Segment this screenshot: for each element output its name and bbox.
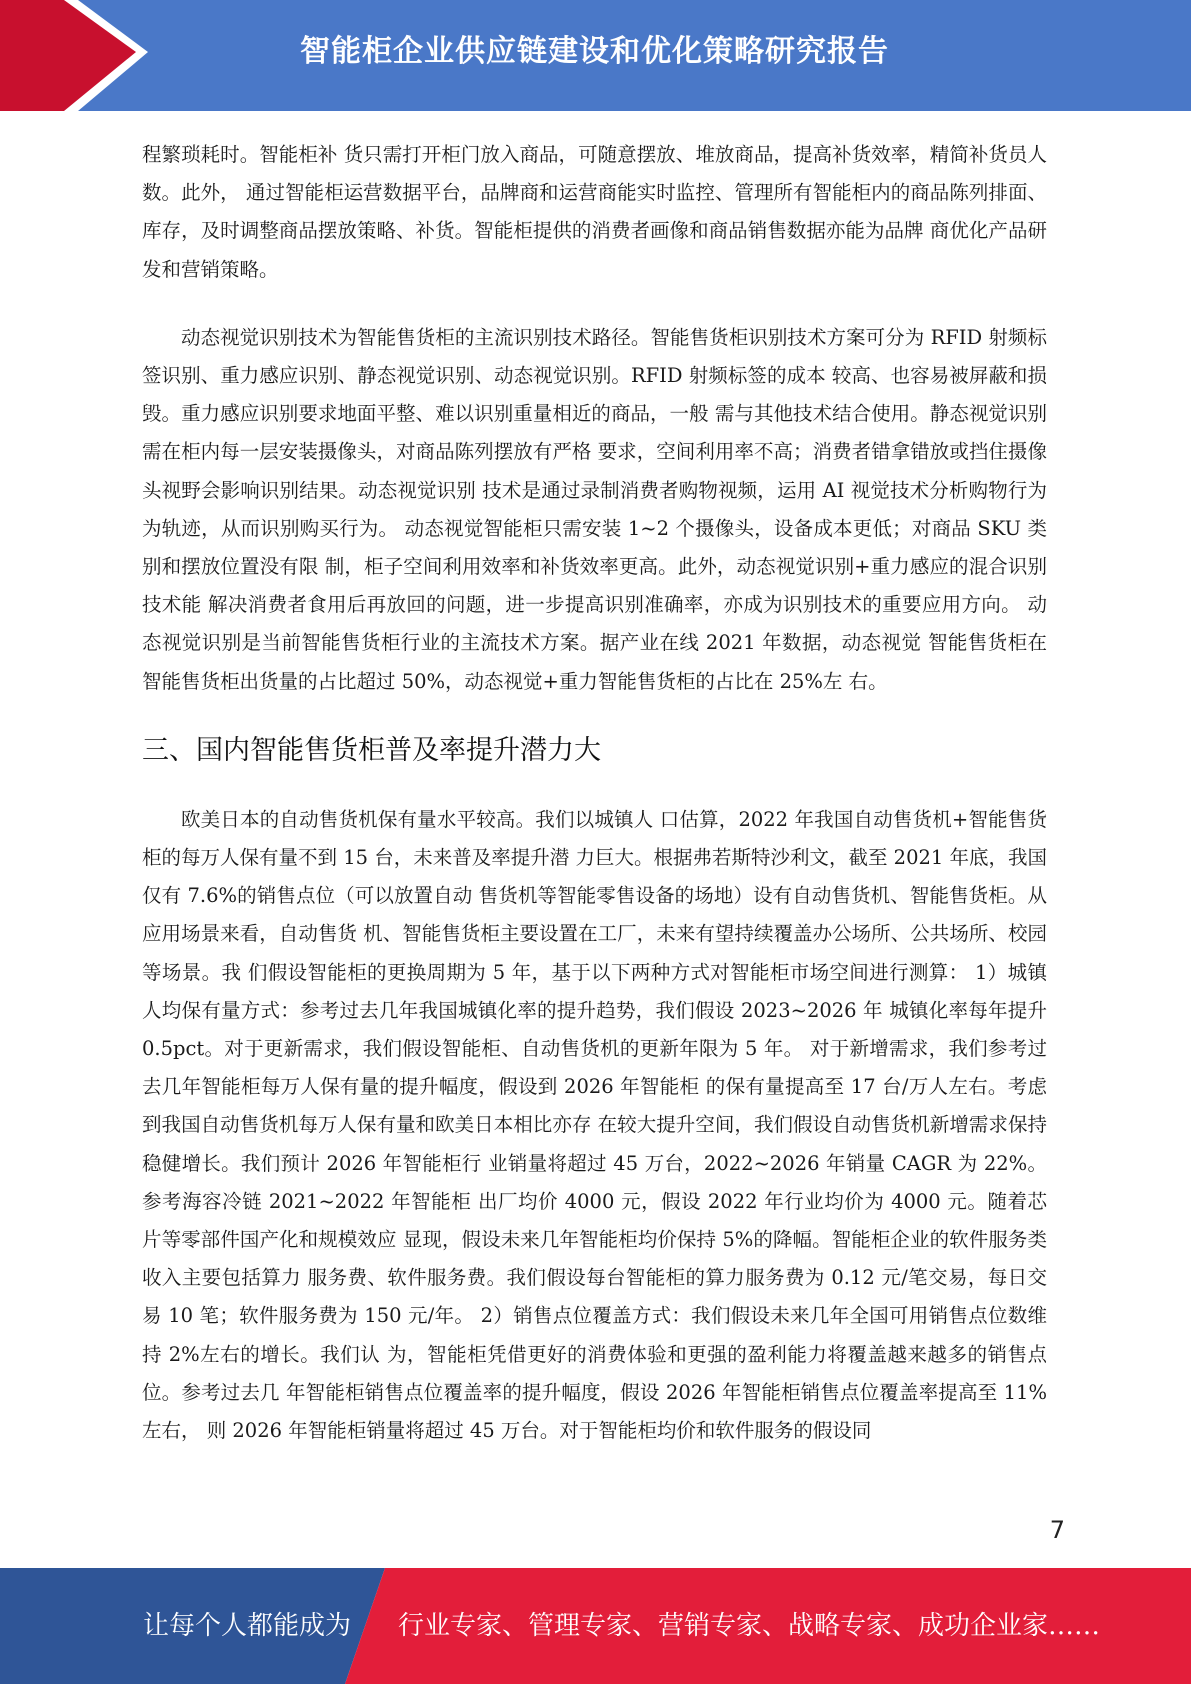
section-heading: 三、国内智能售货柜普及率提升潜力大 <box>142 734 601 766</box>
body-paragraph: 程繁琐耗时。智能柜补 货只需打开柜门放入商品，可随意摆放、堆放商品，提高补货效率，精简补货员人数。此外， 通过智能柜运营数据平台，品牌商和运营商能实时监控、管理所有智能柜内的商品陈列排面、 库存，及时调整商品摆放策略、补货。智能柜提供的消费者画像和商品销售数据亦能为品牌 商优化产品研发和营销策略。 <box>142 143 1047 281</box>
footer-slogan-right: 行业专家、管理专家、营销专家、战略专家、成功企业家…… <box>398 1611 1101 1641</box>
page-content <box>142 136 1047 1450</box>
footer-slogan-left: 让每个人都能成为 <box>143 1611 352 1641</box>
page-number: 7 <box>1049 1516 1065 1544</box>
body-paragraph: 欧美日本的自动售货机保有量水平较高。我们以城镇人 口估算，2022 年我国自动售货机+智能售货柜的每万人保有量不到 15 台，未来普及率提升潜 力巨大。根据弗若斯特沙利文，截至 2021 年底，我国仅有 7.6%的销售点位（可以放置自动 售货机等智能零售设备的场地）设有自动售货机、智能售货柜。从应用场景来看，自动售货 机、智能售货柜主要设置在工厂，未来有望持续覆盖办公场所、公共场所、校园等场景。我 们假设智能柜的更换周期为 5 年，基于以下两种方式对智能柜市场空间进行测算： 1）城镇人均保有量方式：参考过去几年我国城镇化率的提升趋势，我们假设 2023~2026 年 城镇化率每年提升 0.5pct。对于更新需求，我们假设智能柜、自动售货机的更新年限为 5 年。 对于新增需求，我们参考过去几年智能柜每万人保有量的提升幅度，假设到 2026 年智能柜 的保有量提高至 17 台/万人左右。考虑到我国自动售货机每万人保有量和欧美日本相比亦存 在较大提升空间，我们假设自动售货机新增需求保持稳健增长。我们预计 2026 年智能柜行 业销量将超过 45 万台，2022~2026 年销量 CAGR 为 22%。参考海容冷链 2021~2022 年智能柜 出厂均价 4000 元，假设 2022 年行业均价为 4000 元。随着芯片等零部件国产化和规模效应 显现，假设未来几年智能柜均价保持 5%的降幅。智能柜企业的软件服务类收入主要包括算力 服务费、软件服务费。我们假设每台智能柜的算力服务费为 0.12 元/笔交易，每日交易 10 笔；软件服务费为 150 元/年。 2）销售点位覆盖方式：我们假设未来几年全国可用销售点位数维持 2%左右的增长。我们认 为，智能柜凭借更好的消费体验和更强的盈利能力将覆盖越来越多的销售点位。参考过去几 年智能柜销售点位覆盖率的提升幅度，假设 2026 年智能柜销售点位覆盖率提高至 11%左右， 则 2026 年智能柜销量将超过 45 万台。对于智能柜均价和软件服务的假设同 <box>142 807 1047 1443</box>
body-paragraph: 动态视觉识别技术为智能售货柜的主流识别技术路径。智能售货柜识别技术方案可分为 RFID 射频标签识别、重力感应识别、静态视觉识别、动态视觉识别。RFID 射频标签的成本 较高、也容易被屏蔽和损毁。重力感应识别要求地面平整、难以识别重量相近的商品，一般 需与其他技术结合使用。静态视觉识别需在柜内每一层安装摄像头，对商品陈列摆放有严格 要求，空间利用率不高；消费者错拿错放或挡住摄像头视野会影响识别结果。动态视觉识别 技术是通过录制消费者购物视频，运用 AI 视觉技术分析购物行为为轨迹，从而识别购买行为。 动态视觉智能柜只需安装 1~2 个摄像头，设备成本更低；对商品 SKU 类别和摆放位置没有限 制，柜子空间利用效率和补货效率更高。此外，动态视觉识别+重力感应的混合识别技术能 解决消费者食用后再放回的问题，进一步提高识别准确率，亦成为识别技术的重要应用方向。 动态视觉识别是当前智能售货柜行业的主流技术方案。据产业在线 2021 年数据，动态视觉 智能售货柜在智能售货柜出货量的占比超过 50%，动态视觉+重力智能售货柜的占比在 25%左 右。 <box>142 325 1047 693</box>
page-footer <box>0 1568 1191 1684</box>
header-title: 智能柜企业供应链建设和优化策略研究报告 <box>300 34 889 69</box>
page-header <box>0 0 1191 111</box>
